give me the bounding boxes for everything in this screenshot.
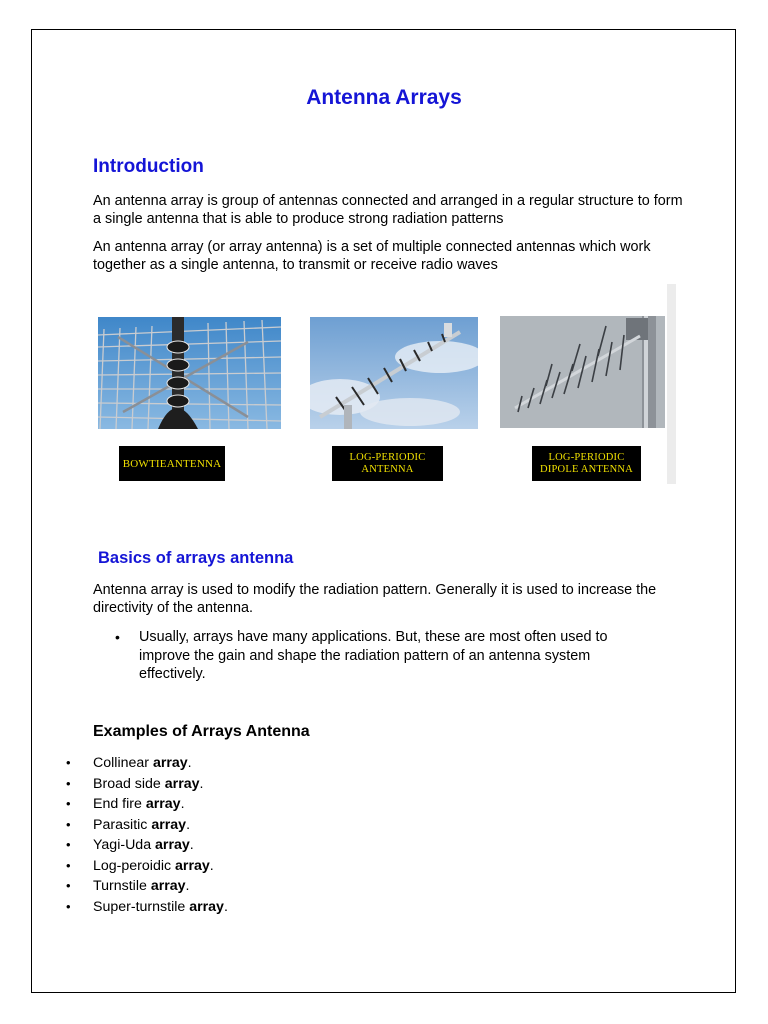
example-name: Log-peroidic [93,857,172,874]
example-name: Parasitic [93,816,148,833]
example-emph: array [164,775,200,792]
bullet-icon: • [115,629,120,645]
example-name: End fire [93,796,142,812]
log-periodic-antenna-caption: LOG-PERIODIC ANTENNA [332,446,443,481]
basics-bullet-text: Usually, arrays have many applications. But, these are most often used to improve the gain and shape the radiation pattern of an antenna system effectively. [139,629,608,682]
bullet-icon: • [66,755,71,770]
example-suffix: . [189,837,194,853]
example-suffix: . [209,857,214,874]
example-suffix: . [199,775,204,792]
example-item [66,835,228,856]
bowtie-antenna-caption: BOWTIEANTENNA [119,446,225,481]
bullet-icon: • [66,796,71,811]
example-emph: array [151,816,187,833]
examples-list [66,753,228,917]
example-item [66,794,228,815]
basics-bullet-list [93,628,653,684]
bullet-icon: • [66,775,71,791]
example-name: Super-turnstile [93,898,186,915]
example-suffix: . [186,816,191,833]
introduction-heading: Introduction [93,156,204,177]
figure-panel-edge [667,284,676,484]
example-item [66,815,228,836]
basics-paragraph: Antenna array is used to modify the radiation pattern. Generally it is used to increase the directivity of the antenna. [93,582,657,616]
example-suffix: . [223,898,228,915]
example-item [66,753,228,774]
examples-heading: Examples of Arrays Antenna [93,723,310,740]
bullet-icon: • [66,837,71,852]
document-title: Antenna Arrays [306,86,462,109]
intro-paragraph-2: An antenna array (or array antenna) is a set of multiple connected antennas which work together as a single antenna, to transmit or receive radio waves [93,239,651,273]
example-emph: array [175,857,210,874]
bullet-icon: • [66,898,71,914]
example-emph: array [150,878,186,894]
intro-paragraph-1: An antenna array is group of antennas connected and arranged in a regular structure to form a single antenna that is able to produce strong radiation patterns [93,193,683,227]
example-item [66,774,228,795]
example-name: Turnstile [93,878,147,894]
example-name: Collinear [93,755,149,771]
example-emph: array [155,837,190,853]
example-suffix: . [185,878,190,894]
example-name: Yagi-Uda [93,837,152,853]
basics-heading: Basics of arrays antenna [98,549,294,567]
example-name: Broad side [93,775,161,792]
example-suffix: . [187,755,192,771]
log-periodic-antenna-photo [310,317,478,429]
bullet-icon: • [66,878,71,893]
log-periodic-dipole-antenna-caption: LOG-PERIODIC DIPOLE ANTENNA [532,446,641,481]
basics-bullet-item [93,628,653,684]
example-emph: array [189,898,224,915]
example-suffix: . [180,796,185,812]
bullet-icon: • [66,816,71,832]
bowtie-antenna-photo [98,317,281,429]
log-periodic-dipole-antenna-photo [500,316,665,428]
example-item [66,876,228,897]
example-emph: array [152,755,188,771]
example-item [66,897,228,918]
example-emph: array [145,796,181,812]
bullet-icon: • [66,857,71,873]
example-item [66,856,228,877]
